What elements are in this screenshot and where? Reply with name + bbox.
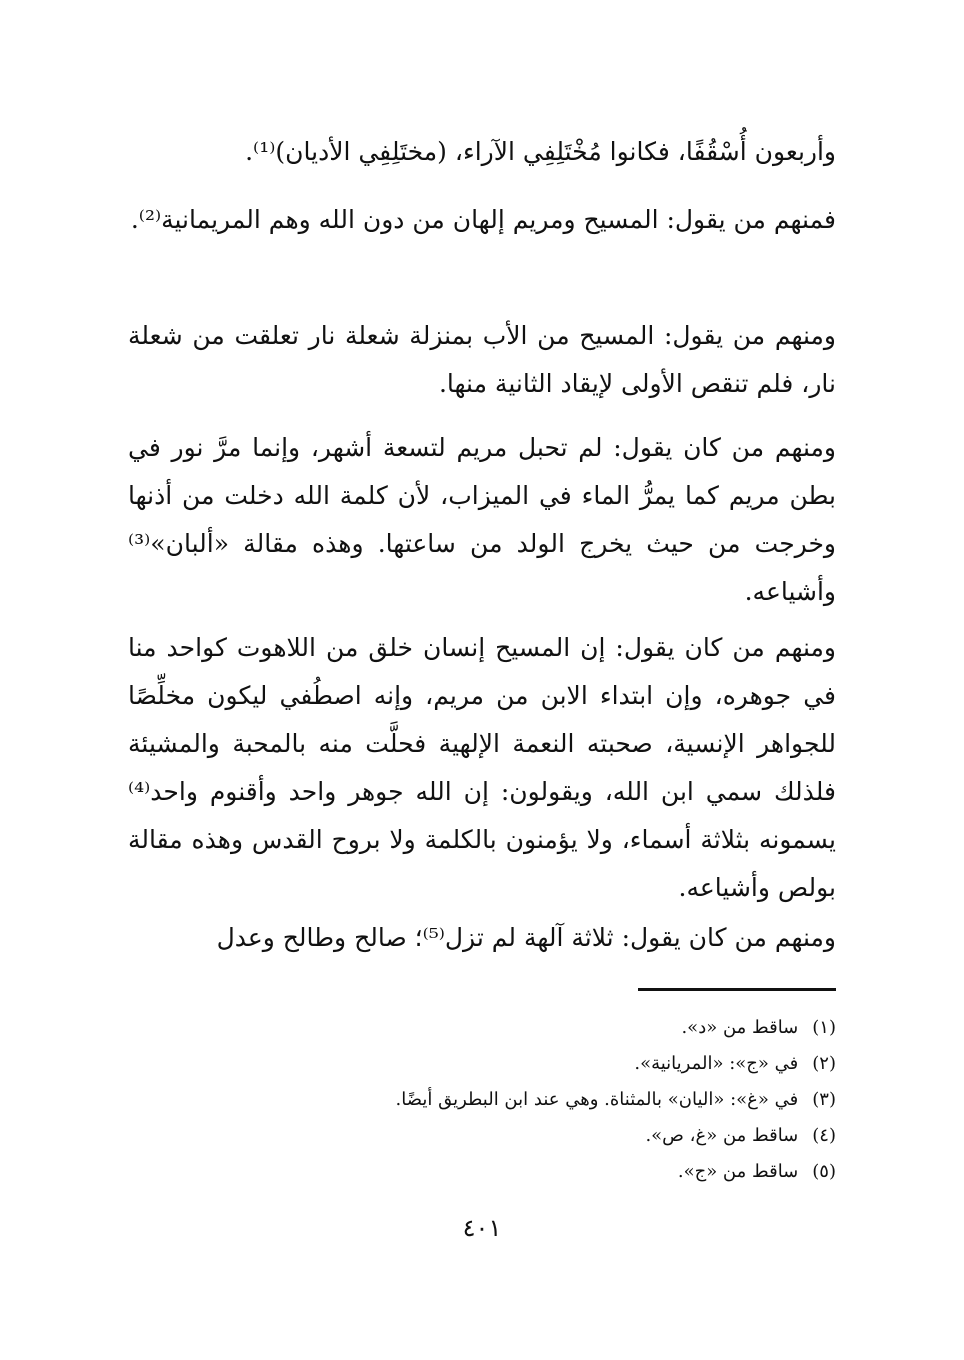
footnote-number: (٣)	[812, 1089, 836, 1110]
paragraph-3: ومنهم من يقول: المسيح من الأب بمنزلة شعلة نار تعلقت من شعلة نار، فلم تنقص الأولى لإيقاد الثانية منها.	[128, 321, 836, 398]
footnote-text: ساقط من «ج».	[677, 1161, 799, 1182]
footnote-divider	[638, 988, 836, 991]
footnote-text: ساقط من «غ، ص».	[645, 1125, 799, 1146]
paragraph-1: وأربعون أُسْقُفًا، فكانوا مُخْتَلِفِي الآراء، (مختَلِفِي الأديان)⁽¹⁾.	[245, 137, 836, 166]
footnote-1	[300, 1010, 836, 1046]
footnote-number: (١)	[812, 1017, 836, 1038]
footnote-number: (٢)	[812, 1053, 836, 1074]
paragraph-2: فمنهم من يقول: المسيح ومريم إلهان من دون الله وهم المريمانية⁽²⁾.	[130, 205, 836, 234]
footnote-5	[300, 1154, 836, 1190]
paragraph-6: ومنهم من كان يقول: ثلاثة آلهة لم تزل⁽⁵⁾؛ صالح وطالح وعدل	[216, 923, 836, 952]
footnote-4	[300, 1118, 836, 1154]
paragraph-5: ومنهم من كان يقول: إن المسيح إنسان خلق من اللاهوت كواحد منا في جوهره، وإن ابتداء الابن من مريم، وإنه اصطُفي ليكون مخلِّصًا للجواهر الإنسية، صحبته النعمة الإلهية فحلَّت منه بالمحبة والمشيئة فلذلك سمي ابن الله، ويقولون: إن الله جوهر واحد وأقنوم واحد⁽⁴⁾ يسمونه بثلاثة أسماء، ولا يؤمنون بالكلمة ولا بروح القدس وهذه مقالة بولص وأشياعه.	[128, 633, 836, 902]
footnote-2	[300, 1046, 836, 1082]
footnote-number: (٥)	[812, 1161, 836, 1182]
page-number: ٤٠١	[462, 1214, 502, 1242]
footnote-3	[300, 1082, 836, 1118]
paragraph-4: ومنهم من كان يقول: لم تحبل مريم لتسعة أشهر، وإنما مرَّ نور في بطن مريم كما يمرُّ الماء في الميزاب، لأن كلمة الله دخلت من أذنها وخرجت من حيث يخرج الولد من ساعتها. وهذه مقالة «ألبان»⁽³⁾ وأشياعه.	[128, 433, 836, 606]
footnote-number: (٤)	[812, 1125, 836, 1146]
footnote-text: ساقط من «د».	[681, 1017, 799, 1038]
footnote-text: في «غ»: «اليان» بالمثناة. وهي عند ابن البطريق أيضًا.	[395, 1089, 799, 1110]
footnote-text: في «ج»: «المريانية».	[634, 1053, 799, 1074]
footnotes-section	[300, 1010, 836, 1190]
